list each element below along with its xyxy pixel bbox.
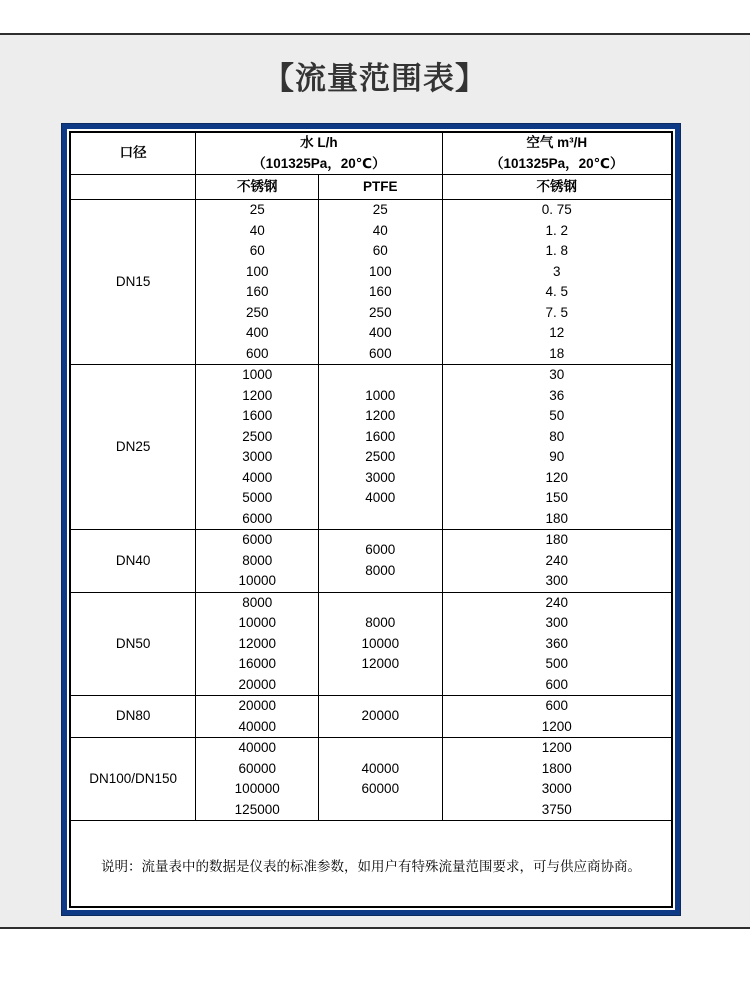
value-line: 8000 <box>242 594 273 610</box>
value-line: 300 <box>545 615 569 630</box>
air-ss-cell <box>442 365 672 530</box>
water-ss-cell <box>196 200 319 365</box>
value-line: 2500 <box>242 428 273 444</box>
section-row-dn25 <box>70 365 672 530</box>
value-line: 40 <box>372 222 388 238</box>
value-line: 40000 <box>238 740 276 755</box>
value-line: 20000 <box>361 708 400 724</box>
value-line: 4000 <box>242 469 273 485</box>
value-line: 20000 <box>238 698 276 713</box>
section-row-dn80 <box>70 696 672 738</box>
value-line: 30 <box>549 367 565 382</box>
diameter-cell: DN50 <box>70 592 196 696</box>
header-air-label: 空气 m³/H <box>526 135 588 150</box>
header-sub-water-ss: 不锈钢 <box>196 175 319 200</box>
value-line: 500 <box>545 656 569 671</box>
value-line: 120 <box>545 469 569 485</box>
water-ss-cell <box>196 696 319 738</box>
value-line: 1800 <box>541 760 572 776</box>
note-row <box>70 821 672 907</box>
value-line: 10000 <box>361 635 400 651</box>
value-line: 3000 <box>541 781 572 796</box>
value-line: 7. 5 <box>545 304 569 320</box>
value-line: 400 <box>245 325 269 340</box>
value-line: 80 <box>549 428 565 444</box>
value-line: 400 <box>369 325 392 340</box>
value-line: 100000 <box>234 781 280 796</box>
value-line: 60000 <box>361 781 400 796</box>
value-line: 1200 <box>541 740 572 755</box>
value-line: 20000 <box>238 676 276 692</box>
value-line: 4. 5 <box>545 284 569 299</box>
air-ss-cell <box>442 530 672 593</box>
air-ss-cell <box>442 592 672 696</box>
value-line: 360 <box>545 635 569 651</box>
value-line: 12 <box>549 325 565 340</box>
value-line: 12000 <box>238 635 276 651</box>
value-line: 12000 <box>361 656 400 671</box>
flow-range-table-frame <box>62 124 680 915</box>
value-line: 3000 <box>242 449 273 464</box>
header-sub-water-ptfe: PTFE <box>319 175 442 200</box>
value-line: 8000 <box>365 562 396 578</box>
flow-table-body <box>70 200 672 907</box>
value-line: 300 <box>545 573 569 588</box>
value-line: 10000 <box>238 573 276 588</box>
air-ss-cell <box>442 200 672 365</box>
value-line: 600 <box>545 698 569 713</box>
value-line: 8000 <box>365 615 396 630</box>
diameter-cell: DN100/DN150 <box>70 738 196 821</box>
value-line: 100 <box>369 263 392 279</box>
value-line: 25 <box>372 202 388 217</box>
value-line: 240 <box>545 594 569 610</box>
value-line: 3 <box>553 263 561 279</box>
page-band <box>0 33 750 929</box>
value-line: 3000 <box>365 469 396 485</box>
header-sub-empty <box>70 175 196 200</box>
value-line: 150 <box>545 490 569 505</box>
value-line: 40 <box>249 222 265 238</box>
value-line: 160 <box>245 284 269 299</box>
value-line: 1200 <box>242 387 273 403</box>
water-ss-cell <box>196 365 319 530</box>
section-row-dn15 <box>70 200 672 365</box>
header-diameter: 口径 <box>70 132 196 175</box>
value-line: 6000 <box>242 510 273 526</box>
header-row-main <box>70 132 672 175</box>
value-line: 100 <box>245 263 269 279</box>
header-air-conditions: （101325Pa，20℃） <box>490 155 624 171</box>
water-ss-cell <box>196 530 319 593</box>
air-ss-cell <box>442 738 672 821</box>
value-line: 10000 <box>238 615 276 630</box>
water-ptfe-cell <box>319 696 442 738</box>
value-line: 4000 <box>365 490 396 505</box>
value-line: 90 <box>549 449 565 464</box>
value-line: 1200 <box>365 408 396 423</box>
header-water-label: 水 L/h <box>300 135 338 150</box>
value-line: 125000 <box>234 801 280 817</box>
note-text: 说明：流量表中的数据是仪表的标准参数，如用户有特殊流量范围要求，可与供应商协商。 <box>70 821 672 907</box>
value-line: 60 <box>372 243 388 258</box>
value-line: 25 <box>249 202 265 217</box>
value-line: 240 <box>545 552 569 568</box>
header-row-sub <box>70 175 672 200</box>
value-line: 1600 <box>242 408 273 423</box>
flow-range-table <box>69 131 673 908</box>
value-line: 18 <box>549 345 565 361</box>
value-line: 36 <box>549 387 565 403</box>
diameter-cell: DN80 <box>70 696 196 738</box>
header-water-conditions: （101325Pa，20℃） <box>252 155 386 171</box>
diameter-cell: DN25 <box>70 365 196 530</box>
value-line: 1600 <box>365 428 396 444</box>
water-ptfe-cell <box>319 200 442 365</box>
water-ptfe-cell <box>319 592 442 696</box>
diameter-cell: DN15 <box>70 200 196 365</box>
value-line: 0. 75 <box>541 202 572 217</box>
water-ss-cell <box>196 738 319 821</box>
value-line: 5000 <box>242 490 273 505</box>
value-line: 60 <box>249 243 265 258</box>
value-line: 250 <box>369 304 392 320</box>
value-line: 1000 <box>365 387 396 403</box>
section-row-dn40 <box>70 530 672 593</box>
section-row-dn100-dn150 <box>70 738 672 821</box>
value-line: 50 <box>549 408 565 423</box>
value-line: 1000 <box>242 367 273 382</box>
value-line: 8000 <box>242 552 273 568</box>
water-ptfe-cell <box>319 530 442 593</box>
value-line: 600 <box>369 345 392 361</box>
value-line: 40000 <box>361 760 400 776</box>
value-line: 1. 8 <box>545 243 569 258</box>
diameter-cell: DN40 <box>70 530 196 593</box>
value-line: 1200 <box>541 718 572 734</box>
value-line: 1. 2 <box>545 222 569 238</box>
water-ptfe-cell <box>319 738 442 821</box>
value-line: 180 <box>545 510 569 526</box>
value-line: 600 <box>245 345 269 361</box>
header-water <box>196 132 442 175</box>
header-air <box>442 132 672 175</box>
value-line: 250 <box>245 304 269 320</box>
value-line: 6000 <box>242 532 273 547</box>
air-ss-cell <box>442 696 672 738</box>
value-line: 2500 <box>365 449 396 464</box>
value-line: 180 <box>545 532 569 547</box>
section-row-dn50 <box>70 592 672 696</box>
page-title: 【流量范围表】 <box>263 61 487 96</box>
water-ptfe-cell <box>319 365 442 530</box>
value-line: 600 <box>545 676 569 692</box>
value-line: 16000 <box>238 656 276 671</box>
value-line: 6000 <box>365 542 396 558</box>
value-line: 60000 <box>238 760 276 776</box>
value-line: 160 <box>369 284 392 299</box>
value-line: 40000 <box>238 718 276 734</box>
header-sub-air-ss: 不锈钢 <box>442 175 672 200</box>
value-line: 3750 <box>541 801 572 817</box>
water-ss-cell <box>196 592 319 696</box>
